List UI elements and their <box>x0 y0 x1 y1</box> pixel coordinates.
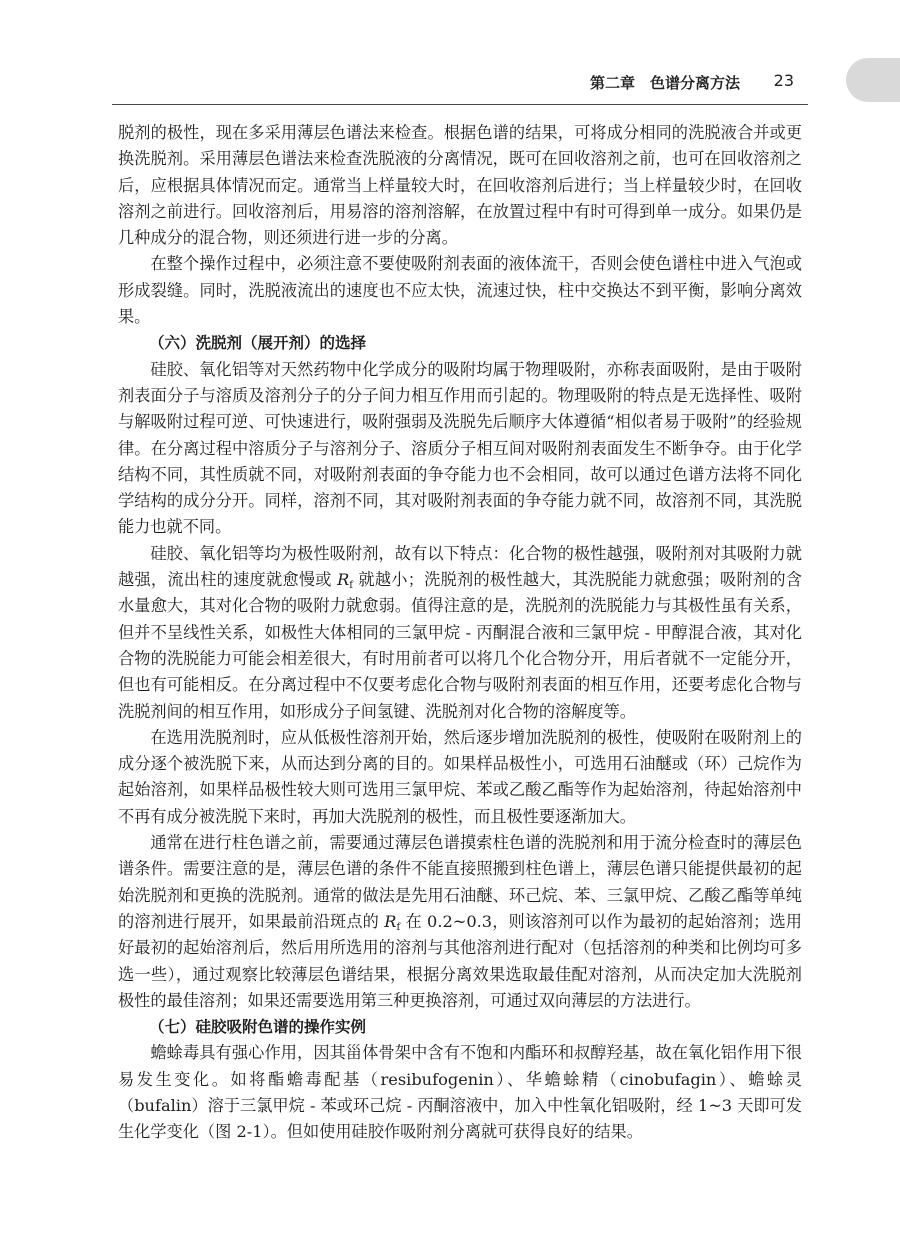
paragraph-rf <box>118 830 802 1014</box>
paragraph: 蟾蜍毒具有强心作用，因其甾体骨架中含有不饱和内酯环和叔醇羟基，故在氧化铝作用下很易发生变化。如将酯蟾毒配基（resibufogenin）、华蟾蜍精（cinobufagin）、蟾蜍灵（bufalin）溶于三氯甲烷 - 苯或环己烷 - 丙酮溶液中，加入中性氧化铝吸附，经 1~3 天即可发生化学变化（图 2-1）。但如使用硅胶作吸附剂分离就可获得良好的结果。 <box>118 1043 802 1142</box>
text-run: 在 0.2~0.3，则该溶剂可以作为最初的起始溶剂；选用好最初的起始溶剂后，然后用所选用的溶剂与其他溶剂进行配对（包括溶剂的种类和比例均可多选一些），通过观察比较薄层色谱结果，根据分离效果选取最佳配对溶剂，从而决定加大洗脱剂极性的最佳溶剂；如果还需要选用第三种更换溶剂，可通过双向薄层的方法进行。 <box>118 911 802 1010</box>
rf-symbol: R <box>384 911 397 931</box>
rf-subscript: f <box>396 921 401 933</box>
chapter-title: 第二章 色谱分离方法 <box>589 74 740 92</box>
running-header <box>0 56 900 106</box>
paragraph: 在整个操作过程中，必须注意不要使吸附剂表面的液体流干，否则会使色谱柱中进入气泡或形成裂缝。同时，洗脱液流出的速度也不应太快，流速过快，柱中交换达不到平衡，影响分离效果。 <box>118 254 802 327</box>
text-run: 硅胶、氧化铝等均为极性吸附剂，故有以下特点：化合物的极性越强，吸附剂对其吸附力就越强，流出柱的速度就愈慢或 <box>118 543 802 590</box>
text-run: 通常在进行柱色谱之前，需要通过薄层色谱摸索柱色谱的洗脱剂和用于流分检查时的薄层色谱条件。需要注意的是，薄层色谱的条件不能直接照搬到柱色谱上，薄层色谱只能提供最初的起始洗脱剂和更换的洗脱剂。通常的做法是先用石油醚、环己烷、苯、三氯甲烷、乙酸乙酯等单纯的溶剂进行展开，如果最前沿斑点的 <box>118 833 802 931</box>
section-heading-6: （六）洗脱剂（展开剂）的选择 <box>149 334 367 353</box>
paragraph: 硅胶、氧化铝等对天然药物中化学成分的吸附均属于物理吸附，亦称表面吸附，是由于吸附剂表面分子与溶质及溶剂分子的分子间力相互作用而引起的。物理吸附的特点是无选择性、吸附与解吸附过程可逆、可快速进行，吸附强弱及洗脱先后顺序大体遵循“相似者易于吸附”的经验规律。在分离过程中溶质分子与溶剂分子、溶质分子相互间对吸附剂表面发生不断争夺。由于化学结构不同，其性质就不同，对吸附剂表面的争夺能力也不会相同，故可以通过色谱方法将不同化学结构的成分分开。同样，溶剂不同，其对吸附剂表面的争夺能力就不同，故溶剂不同，其洗脱能力也就不同。 <box>118 359 802 537</box>
section-heading-7: （七）硅胶吸附色谱的操作实例 <box>149 1018 367 1037</box>
thumb-tab <box>846 58 900 102</box>
paragraph: 在选用洗脱剂时，应从低极性溶剂开始，然后逐步增加洗脱剂的极性，使吸附在吸附剂上的成分逐个被洗脱下来，从而达到分离的目的。如果样品极性小，可选用石油醚或（环）己烷作为起始溶剂，如果样品极性较大则可选用三氯甲烷、苯或乙酸乙酯等作为起始溶剂，待起始溶剂中不再有成分被洗脱下来时，再加大洗脱剂的极性，而且极性要逐渐加大。 <box>118 727 802 826</box>
paragraph-continued: 脱剂的极性，现在多采用薄层色谱法来检查。根据色谱的结果，可将成分相同的洗脱液合并或更换洗脱剂。采用薄层色谱法来检查洗脱液的分离情况，既可在回收溶剂之前，也可在回收溶剂之后，应根据具体情况而定。通常当上样量较大时，在回收溶剂后进行；当上样量较少时，在回收溶剂之前进行。回收溶剂后，用易溶的溶剂溶解，在放置过程中有时可得到单一成分。如果仍是几种成分的混合物，则还须进行进一步的分离。 <box>118 123 802 248</box>
text-run: 就越小；洗脱剂的极性越大，其洗脱能力就愈强；吸附剂的含水量愈大，其对化合物的吸附力就愈弱。值得注意的是，洗脱剂的洗脱能力与其极性虽有关系，但并不呈线性关系，如极性大体相同的三氯甲烷 - 丙酮混合液和三氯甲烷 - 甲醇混合液，其对化合物的洗脱能力可能会相差很大，有时用前者可以将几个化合物分开，用后者就不一定能分开，但也有可能相反。在分离过程中不仅要考虑化合物与吸附剂表面的相互作用，还要考虑化合物与洗脱剂间的相互作用，如形成分子间氢键、洗脱剂对化合物的溶解度等。 <box>118 570 802 721</box>
rf-symbol: R <box>337 570 350 590</box>
rf-subscript: f <box>349 580 353 592</box>
paragraph-rf <box>118 541 802 725</box>
header-rule <box>112 104 808 105</box>
page-body <box>118 120 802 1146</box>
page-number: 23 <box>773 71 794 90</box>
